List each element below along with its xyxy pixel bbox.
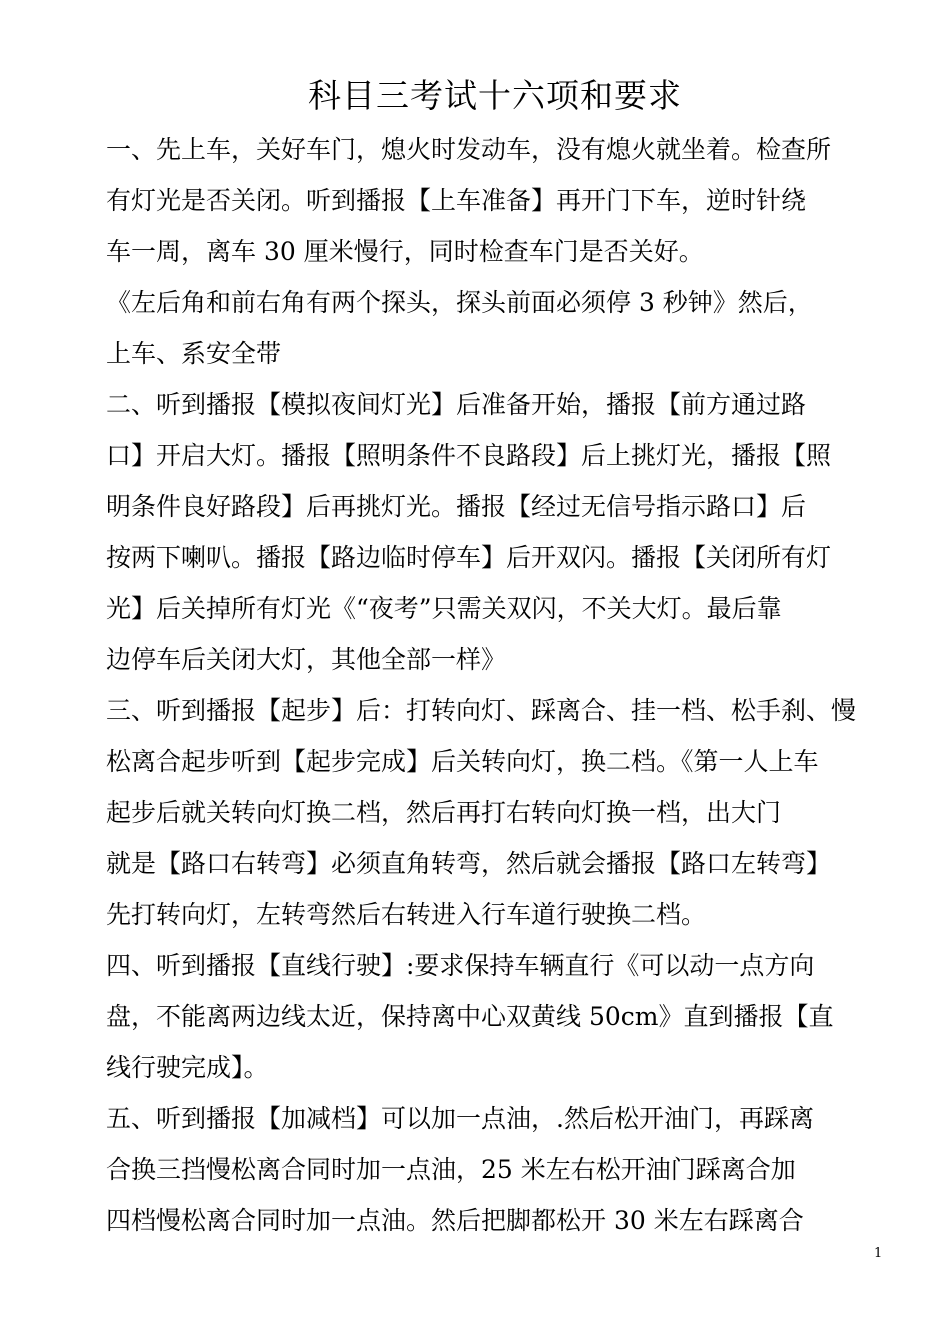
text-line: 车一周，离车 30 厘米慢行，同时检查车门是否关好。 xyxy=(106,237,704,266)
page-number: 1 xyxy=(874,1246,883,1261)
document-body xyxy=(106,124,898,1246)
text-line: 二、听到播报【模拟夜间灯光】后准备开始，播报【前方通过路 xyxy=(106,390,807,419)
text-line: 上车、系安全带 xyxy=(106,339,282,368)
text-line: 五、听到播报【加减档】可以加一点油，.然后松开油门，再踩离 xyxy=(106,1104,814,1133)
text-line: 起步后就关转向灯换二档，然后再打右转向灯换一档，出大门 xyxy=(106,798,782,827)
text-line: 明条件良好路段】后再挑灯光。播报【经过无信号指示路口】后 xyxy=(106,492,807,521)
text-line: 先打转向灯，左转弯然后右转进入行车道行驶换二档。 xyxy=(106,900,707,929)
text-line: 松离合起步听到【起步完成】后关转向灯，换二档。《第一人上车 xyxy=(106,747,819,776)
document-title: 科目三考试十六项和要求 xyxy=(308,76,682,115)
text-line: 按两下喇叭。播报【路边临时停车】后开双闪。播报【关闭所有灯 xyxy=(106,543,832,572)
text-line: 四、听到播报【直线行驶】:要求保持车辆直行《可以动一点方向 xyxy=(106,951,815,980)
text-line: 《左后角和前右角有两个探头，探头前面必须停 3 秒钟》然后， xyxy=(106,288,813,317)
text-line: 就是【路口右转弯】必须直角转弯，然后就会播报【路口左转弯】 xyxy=(106,849,832,878)
text-line: 一、先上车，关好车门，熄火时发动车，没有熄火就坐着。检查所 xyxy=(106,135,832,164)
text-line: 三、听到播报【起步】后：打转向灯、踩离合、挂一档、松手刹、慢 xyxy=(106,696,857,725)
text-line: 盘，不能离两边线太近，保持离中心双黄线 50cm》直到播报【直 xyxy=(106,1002,834,1031)
text-line: 四档慢松离合同时加一点油。然后把脚都松开 30 米左右踩离合 xyxy=(106,1206,804,1235)
text-line: 边停车后关闭大灯，其他全部一样》 xyxy=(106,645,507,674)
text-line: 线行驶完成】。 xyxy=(106,1053,269,1082)
text-line: 口】开启大灯。播报【照明条件不良路段】后上挑灯光，播报【照 xyxy=(106,441,832,470)
text-line: 光】后关掉所有灯光《“夜考”只需关双闪，不关大灯。最后靠 xyxy=(106,594,782,623)
text-line: 有灯光是否关闭。听到播报【上车准备】再开门下车，逆时针绕 xyxy=(106,186,807,215)
text-line: 合换三挡慢松离合同时加一点油，25 米左右松开油门踩离合加 xyxy=(106,1155,796,1184)
